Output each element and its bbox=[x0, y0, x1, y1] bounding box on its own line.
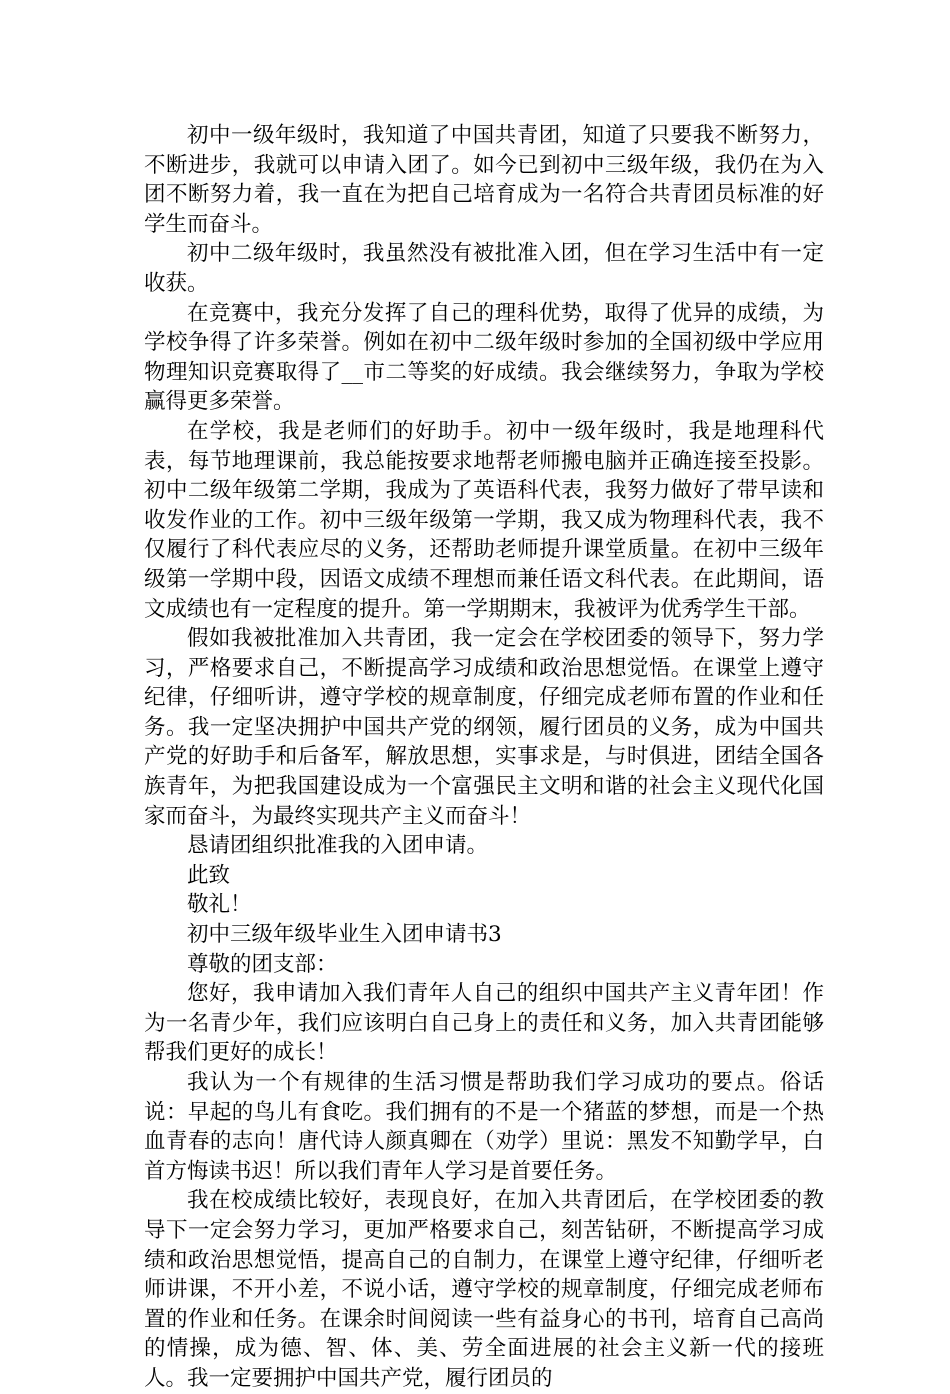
paragraph: 在竞赛中，我充分发挥了自己的理科优势，取得了优异的成绩，为学校争得了许多荣誉。例如在初中二级年级时参加的全国初级中学应用物理知识竞赛取得了__市二等奖的好成绩。我会继续努力，争取为学校赢得更多荣誉。 bbox=[144, 300, 824, 415]
request-line: 恳请团组织批准我的入团申请。 bbox=[187, 833, 489, 859]
paragraph: 初中一级年级时，我知道了中国共青团，知道了只要我不断努力，不断进步，我就可以申请入团了。如今已到初中三级年级，我仍在为入团不断努力着，我一直在为把自己培育成为一名符合共青团员标准的好学生而奋斗。 bbox=[144, 123, 824, 237]
paragraph: 初中二级年级时，我虽然没有被批准入团，但在学习生活中有一定收获。 bbox=[144, 241, 824, 296]
section-title: 初中三级年级毕业生入团申请书3 bbox=[187, 922, 502, 948]
closing-line: 此致 bbox=[187, 862, 231, 888]
paragraph: 在学校，我是老师们的好助手。初中一级年级时，我是地理科代表，每节地理课前，我总能按要求地帮老师搬电脑并正确连接至投影。初中二级年级第二学期，我成为了英语科代表，我努力做好了带早读和收发作业的工作。初中三级年级第一学期，我又成为物理科代表，我不仅履行了科代表应尽的义务，还帮助老师提升课堂质量。在初中三级年级第一学期中段，因语文成绩不理想而兼任语文科代表。在此期间，语文成绩也有一定程度的提升。第一学期期末，我被评为优秀学生干部。 bbox=[144, 418, 824, 622]
salutation-line: 敬礼！ bbox=[187, 892, 252, 918]
paragraph: 您好，我申请加入我们青年人自己的组织中国共产主义青年团！作为一名青少年，我们应该明白自己身上的责任和义务，加入共青团能够帮我们更好的成长！ bbox=[144, 981, 824, 1066]
paragraph: 假如我被批准加入共青团，我一定会在学校团委的领导下，努力学习，严格要求自己，不断提高学习成绩和政治思想觉悟。在课堂上遵守纪律，仔细听讲，遵守学校的规章制度，仔细完成老师布置的作业和任务。我一定坚决拥护中国共产党的纲领，履行团员的义务，成为中国共产党的好助手和后备军，解放思想，实事求是，与时俱进，团结全国各族青年，为把我国建设成为一个富强民主文明和谐的社会主义现代化国家而奋斗，为最终实现共产主义而奋斗！ bbox=[144, 626, 824, 829]
greeting-line: 尊敬的团支部： bbox=[187, 951, 338, 977]
document-body bbox=[144, 121, 824, 1394]
paragraph: 我认为一个有规律的生活习惯是帮助我们学习成功的要点。俗话说：早起的鸟儿有食吃。我们拥有的不是一个猪蓝的梦想，而是一个热血青春的志向！唐代诗人颜真卿在（劝学）里说：黑发不知勤学早，白首方悔读书迟！所以我们青年人学习是首要任务。 bbox=[144, 1070, 824, 1184]
paragraph: 我在校成绩比较好，表现良好，在加入共青团后，在学校团委的教导下一定会努力学习，更加严格要求自己，刻苦钻研，不断提高学习成绩和政治思想觉悟，提高自己的自制力，在课堂上遵守纪律，仔细听老师讲课，不开小差，不说小话，遵守学校的规章制度，仔细完成老师布置的作业和任务。在课余时间阅读一些有益身心的书刊，培育自己高尚的情操，成为德、智、体、美、劳全面进展的社会主义新一代的接班人。我一定要拥护中国共产党，履行团员的 bbox=[144, 1188, 824, 1391]
